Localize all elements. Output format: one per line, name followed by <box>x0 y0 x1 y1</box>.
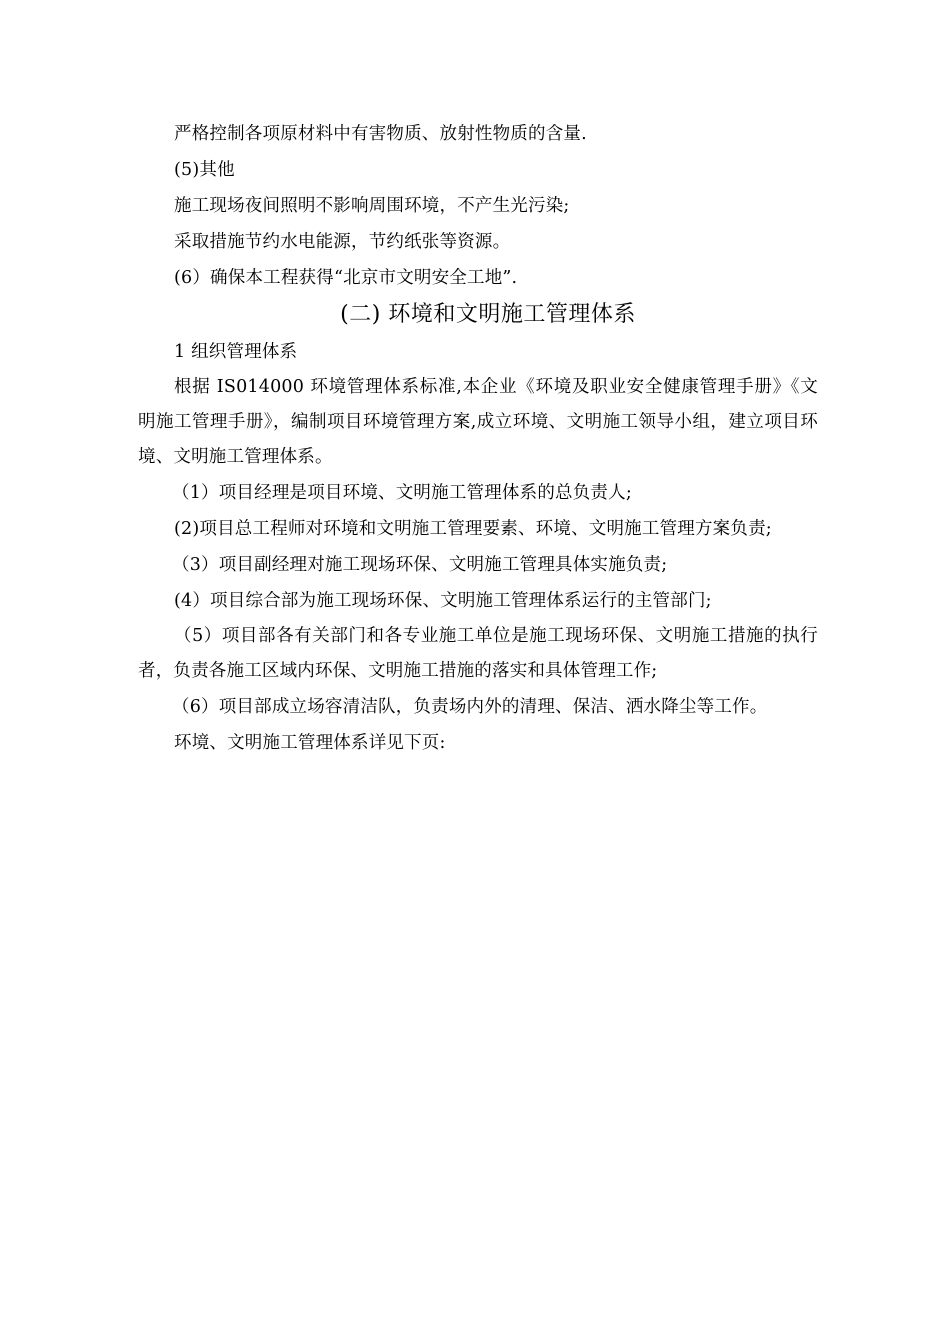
subsection-heading: 1 组织管理体系 <box>174 342 298 362</box>
list-item-deputy-manager: （3）项目副经理对施工现场环保、文明施工管理具体实施负责; <box>172 555 668 575</box>
text-line-other-heading: (5)其他 <box>174 160 235 180</box>
list-item-cleaning-team: （6）项目部成立场容清洁队，负责场内外的清理、保洁、洒水降尘等工作。 <box>172 697 768 717</box>
text-line-civilized-site: (6）确保本工程获得“北京市文明安全工地”. <box>174 268 518 288</box>
closing-line: 环境、文明施工管理体系详见下页: <box>174 733 446 753</box>
list-item-general-department: (4）项目综合部为施工现场环保、文明施工管理体系运行的主管部门; <box>174 591 712 611</box>
list-item-project-manager: （1）项目经理是项目环境、文明施工管理体系的总负责人; <box>172 483 632 503</box>
section-heading: (二) 环境和文明施工管理体系 <box>340 302 636 327</box>
intro-paragraph: 根据 IS014000 环境管理体系标准,本企业《环境及职业安全健康管理手册》《文明施工管理手册》，编制项目环境管理方案,成立环境、文明施工领导小组，建立项目环境、文明施工管理体系。 <box>138 377 818 467</box>
text-line-energy: 采取措施节约水电能源，节约纸张等资源。 <box>174 232 511 252</box>
document-body <box>138 116 818 761</box>
list-item-chief-engineer: (2)项目总工程师对环境和文明施工管理要素、环境、文明施工管理方案负责; <box>174 519 772 539</box>
text-line-lighting: 施工现场夜间照明不影响周围环境，不产生光污染; <box>174 196 570 216</box>
text-line-materials: 严格控制各项原材料中有害物质、放射性物质的含量. <box>174 124 587 144</box>
list-item-departments: （5）项目部各有关部门和各专业施工单位是施工现场环保、文明施工措施的执行者，负责各施工区域内环保、文明施工措施的落实和具体管理工作; <box>138 626 818 681</box>
